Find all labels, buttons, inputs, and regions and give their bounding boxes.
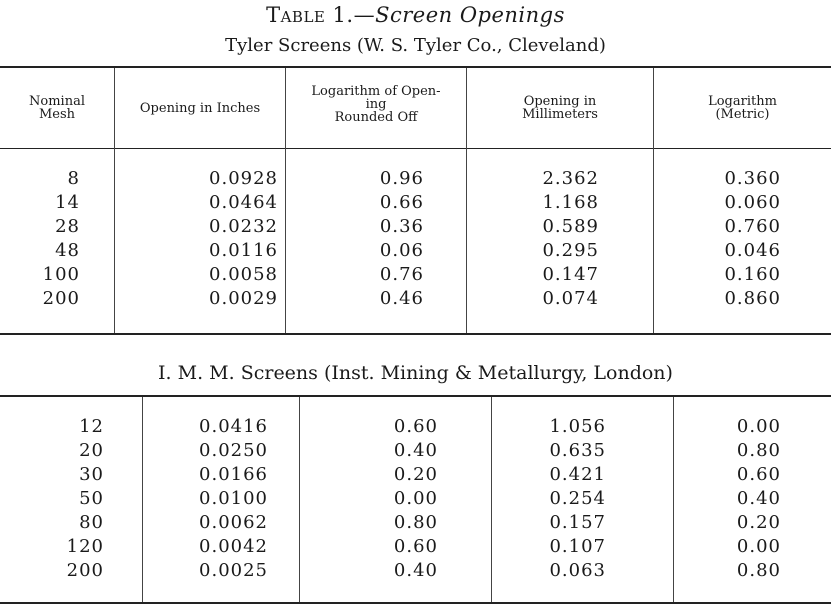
table-cell: 0.40: [393, 440, 438, 461]
table-cell: 0.107: [549, 536, 606, 557]
table-cell: 0.0250: [199, 440, 268, 461]
table-row: [0, 192, 831, 217]
header-text: Mesh: [38, 107, 76, 122]
table-cell: 0.0928: [209, 168, 278, 189]
table-cell: 200: [42, 288, 80, 309]
header-text: Opening in Inches: [139, 100, 261, 116]
header-log-metric: [654, 69, 831, 147]
table-cell: 0.0100: [199, 488, 268, 509]
table-cell: 0.66: [379, 192, 424, 213]
table-cell: 0.421: [549, 464, 606, 485]
table-cell: 14: [55, 192, 80, 213]
table-cell: 0.00: [736, 416, 781, 437]
table-cell: 0.0029: [209, 288, 278, 309]
header-nominal-mesh: [0, 69, 114, 147]
tyler-caption: Tyler Screens (W. S. Tyler Co., Cleveland): [225, 35, 606, 56]
table-cell: 0.0464: [209, 192, 278, 213]
table-cell: 0.160: [724, 264, 781, 285]
table-row: [0, 464, 831, 489]
header-text: Logarithm of Open-: [311, 84, 441, 99]
table-row: [0, 264, 831, 289]
header-opening-inches: [115, 69, 285, 147]
table-cell: 50: [79, 488, 104, 509]
imm-caption: I. M. M. Screens (Inst. Mining & Metallurgy, London): [158, 362, 673, 384]
table-row: [0, 512, 831, 537]
header-text: Nominal: [29, 94, 85, 109]
imm-top-rule: [0, 395, 831, 397]
header-text: ing: [365, 97, 387, 112]
table-cell: 0.80: [393, 512, 438, 533]
section-rule: [0, 333, 831, 335]
table-cell: 0.0232: [209, 216, 278, 237]
table-cell: 0.0058: [209, 264, 278, 285]
table-cell: 1.168: [542, 192, 599, 213]
table-cell: 0.20: [736, 512, 781, 533]
table-cell: 0.96: [379, 168, 424, 189]
table-cell: 0.0116: [209, 240, 278, 261]
table-cell: 2.362: [542, 168, 599, 189]
table-cell: 100: [42, 264, 80, 285]
table-cell: 0.860: [724, 288, 781, 309]
header-text: Opening in: [523, 94, 597, 109]
table-cell: 0.00: [736, 536, 781, 557]
table-cell: 0.760: [724, 216, 781, 237]
table-cell: 0.060: [724, 192, 781, 213]
table-cell: 30: [79, 464, 104, 485]
table-cell: 0.06: [379, 240, 424, 261]
table-title: [0, 3, 831, 27]
table-cell: 0.360: [724, 168, 781, 189]
table-cell: 0.0416: [199, 416, 268, 437]
table-cell: 0.46: [379, 288, 424, 309]
table-row: [0, 488, 831, 513]
table-cell: 0.60: [736, 464, 781, 485]
table-subtitle: Screen Openings: [375, 3, 565, 27]
header-text: Millimeters: [522, 107, 598, 122]
table-cell: 120: [66, 536, 104, 557]
table-cell: 0.254: [549, 488, 606, 509]
table-row: [0, 168, 831, 193]
table-cell: 8: [67, 168, 80, 189]
table-cell: 200: [66, 560, 104, 581]
table-row: [0, 288, 831, 313]
table-cell: 1.056: [549, 416, 606, 437]
table-row: [0, 216, 831, 241]
table-cell: 0.147: [542, 264, 599, 285]
table-cell: 0.635: [549, 440, 606, 461]
table-row: [0, 416, 831, 441]
top-rule: [0, 66, 831, 68]
table-row: [0, 240, 831, 265]
table-cell: 0.40: [393, 560, 438, 581]
table-cell: 0.0166: [199, 464, 268, 485]
table-cell: 0.0025: [199, 560, 268, 581]
table-cell: 0.063: [549, 560, 606, 581]
header-opening-mm: [467, 69, 653, 147]
table-cell: 0.40: [736, 488, 781, 509]
table-row: [0, 536, 831, 561]
table-cell: 0.074: [542, 288, 599, 309]
table-cell: 0.60: [393, 416, 438, 437]
table-cell: 0.20: [393, 464, 438, 485]
table-cell: 0.80: [736, 560, 781, 581]
header-bottom-rule: [0, 148, 831, 149]
table-cell: 20: [79, 440, 104, 461]
header-text: Rounded Off: [334, 110, 418, 125]
table-cell: 0.0042: [199, 536, 268, 557]
header-text: (Metric): [715, 107, 770, 122]
bottom-rule: [0, 602, 831, 604]
header-log-opening: [286, 69, 466, 147]
table-cell: 0.76: [379, 264, 424, 285]
table-cell: 0.00: [393, 488, 438, 509]
table-number: Table 1.—: [266, 3, 376, 27]
table-cell: 0.157: [549, 512, 606, 533]
table-cell: 28: [55, 216, 80, 237]
table-cell: 0.589: [542, 216, 599, 237]
table-cell: 0.046: [724, 240, 781, 261]
table-cell: 48: [55, 240, 80, 261]
header-text: Logarithm: [708, 94, 777, 109]
table-cell: 0.80: [736, 440, 781, 461]
table-cell: 12: [79, 416, 104, 437]
table-row: [0, 560, 831, 585]
table-row: [0, 440, 831, 465]
table-cell: 80: [79, 512, 104, 533]
table-cell: 0.60: [393, 536, 438, 557]
table-cell: 0.36: [379, 216, 424, 237]
table-cell: 0.0062: [199, 512, 268, 533]
table-cell: 0.295: [542, 240, 599, 261]
